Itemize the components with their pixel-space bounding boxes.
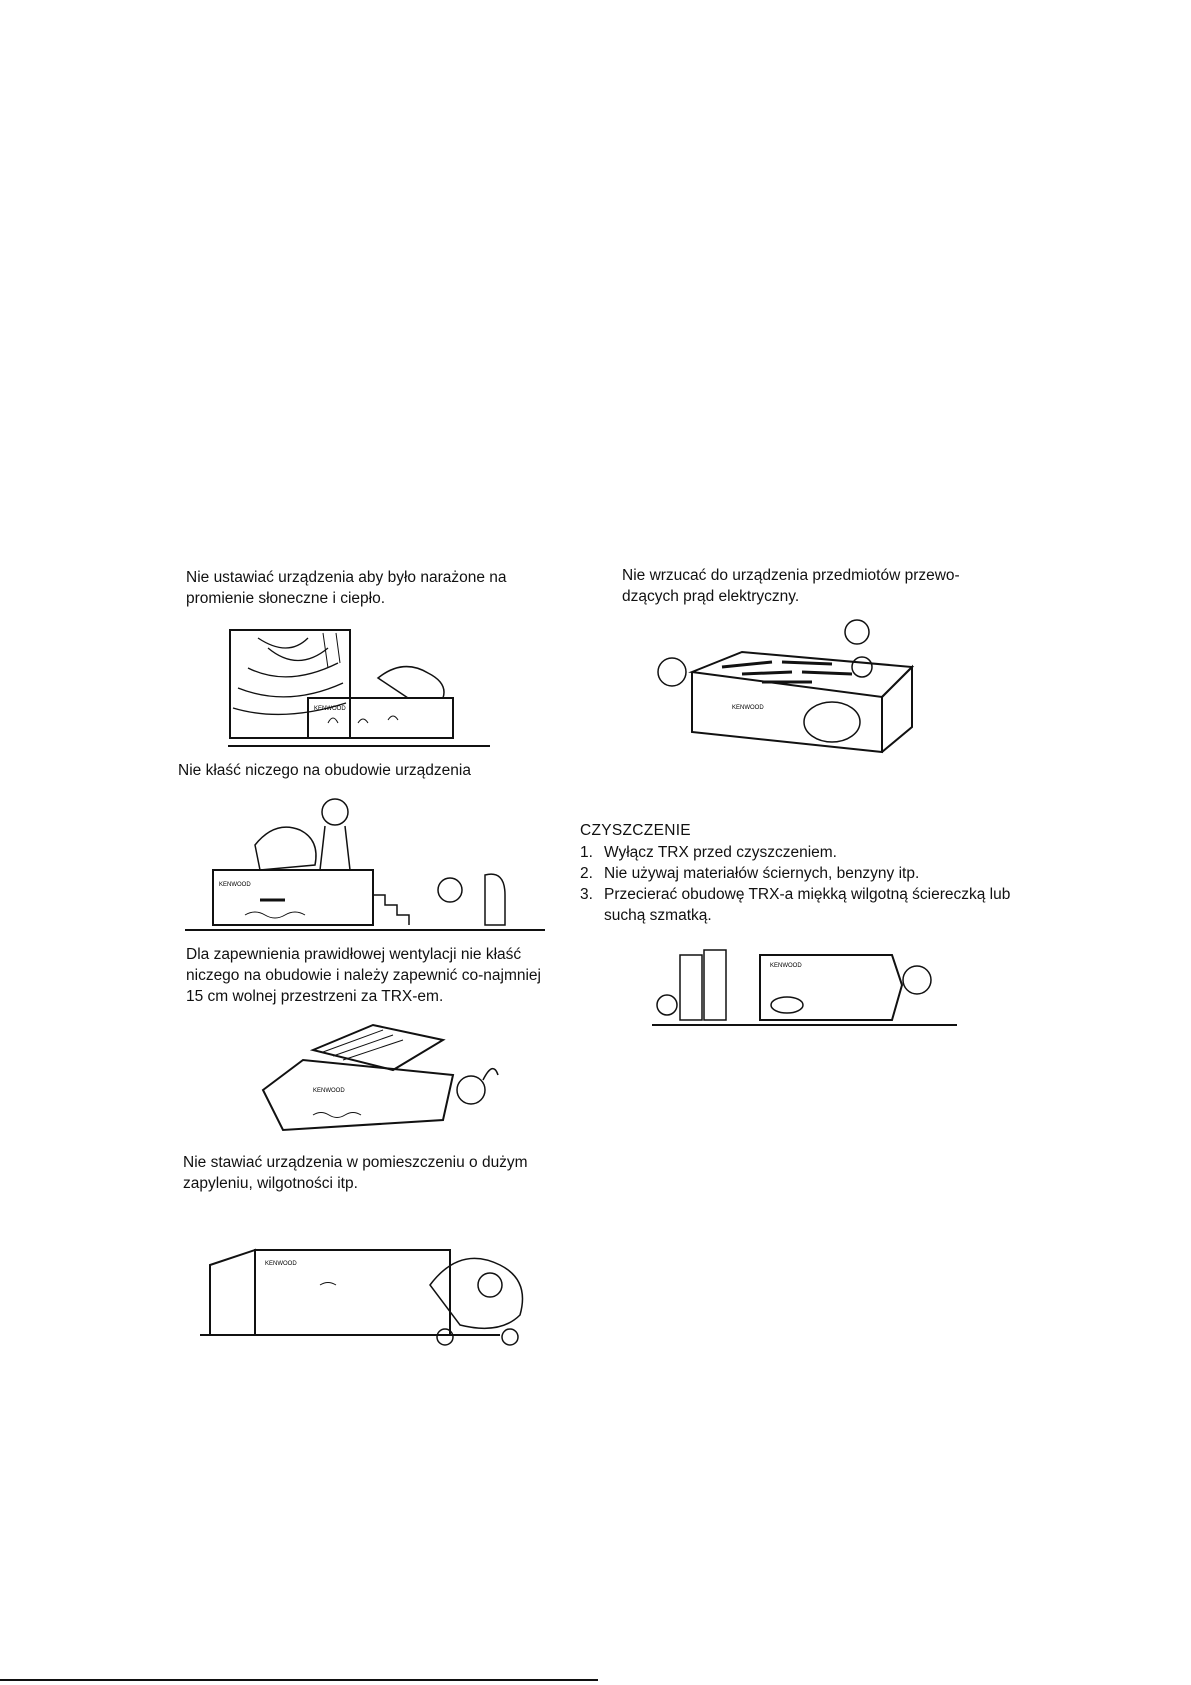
illustration-conductive-objects: [652, 612, 932, 764]
para-sun-warning: Nie ustawiać urządzenia aby było narażone na promienie słoneczne i ciepło.: [186, 569, 507, 607]
list-item-number: 1.: [580, 844, 593, 861]
para-dust-humidity: Nie stawiać urządzenia w pomieszczeniu o dużym zapyleniu, wilgotności itp.: [183, 1154, 528, 1192]
illustration-dust: [200, 1225, 560, 1347]
para-conductive-objects: Nie wrzucać do urządzenia przedmiotów przewo-dzących prąd elektryczny.: [622, 567, 960, 605]
kenwood-label: KENWOOD: [314, 706, 346, 712]
illustration-ventilation: [243, 1020, 513, 1138]
cleaning-heading: CZYSZCZENIE: [580, 822, 691, 839]
kenwood-label-3: KENWOOD: [313, 1088, 345, 1094]
kenwood-label-2: KENWOOD: [219, 882, 251, 888]
kenwood-label-4: KENWOOD: [265, 1261, 297, 1267]
list-item: [580, 842, 1020, 863]
kenwood-label-5: KENWOOD: [732, 705, 764, 711]
illustration-nothing-on-top: [185, 790, 545, 936]
illustration-cleaning: [652, 935, 957, 1033]
list-item-text: Przecierać obudowę TRX-a miękką wilgotną ściereczką lub suchą szmatką.: [604, 886, 1011, 924]
list-item-number: 2.: [580, 865, 593, 882]
list-item: [580, 884, 1020, 926]
page-bottom-rule: [0, 1679, 598, 1681]
kenwood-label-6: KENWOOD: [770, 963, 802, 969]
list-item-text: Nie używaj materiałów ściernych, benzyny itp.: [604, 865, 920, 882]
illustration-sun-heat: [228, 628, 490, 750]
list-item-number: 3.: [580, 886, 593, 903]
para-ventilation: Dla zapewnienia prawidłowej wentylacji nie kłaść niczego na obudowie i należy zapewnić co-najmniej 15 cm wolnej przestrzeni za TRX-em.: [186, 946, 541, 1005]
list-item-text: Wyłącz TRX przed czyszczeniem.: [604, 844, 837, 861]
cleaning-list: [580, 842, 1020, 926]
para-nothing-on-top: Nie kłaść niczego na obudowie urządzenia: [178, 762, 471, 779]
list-item: [580, 863, 1020, 884]
